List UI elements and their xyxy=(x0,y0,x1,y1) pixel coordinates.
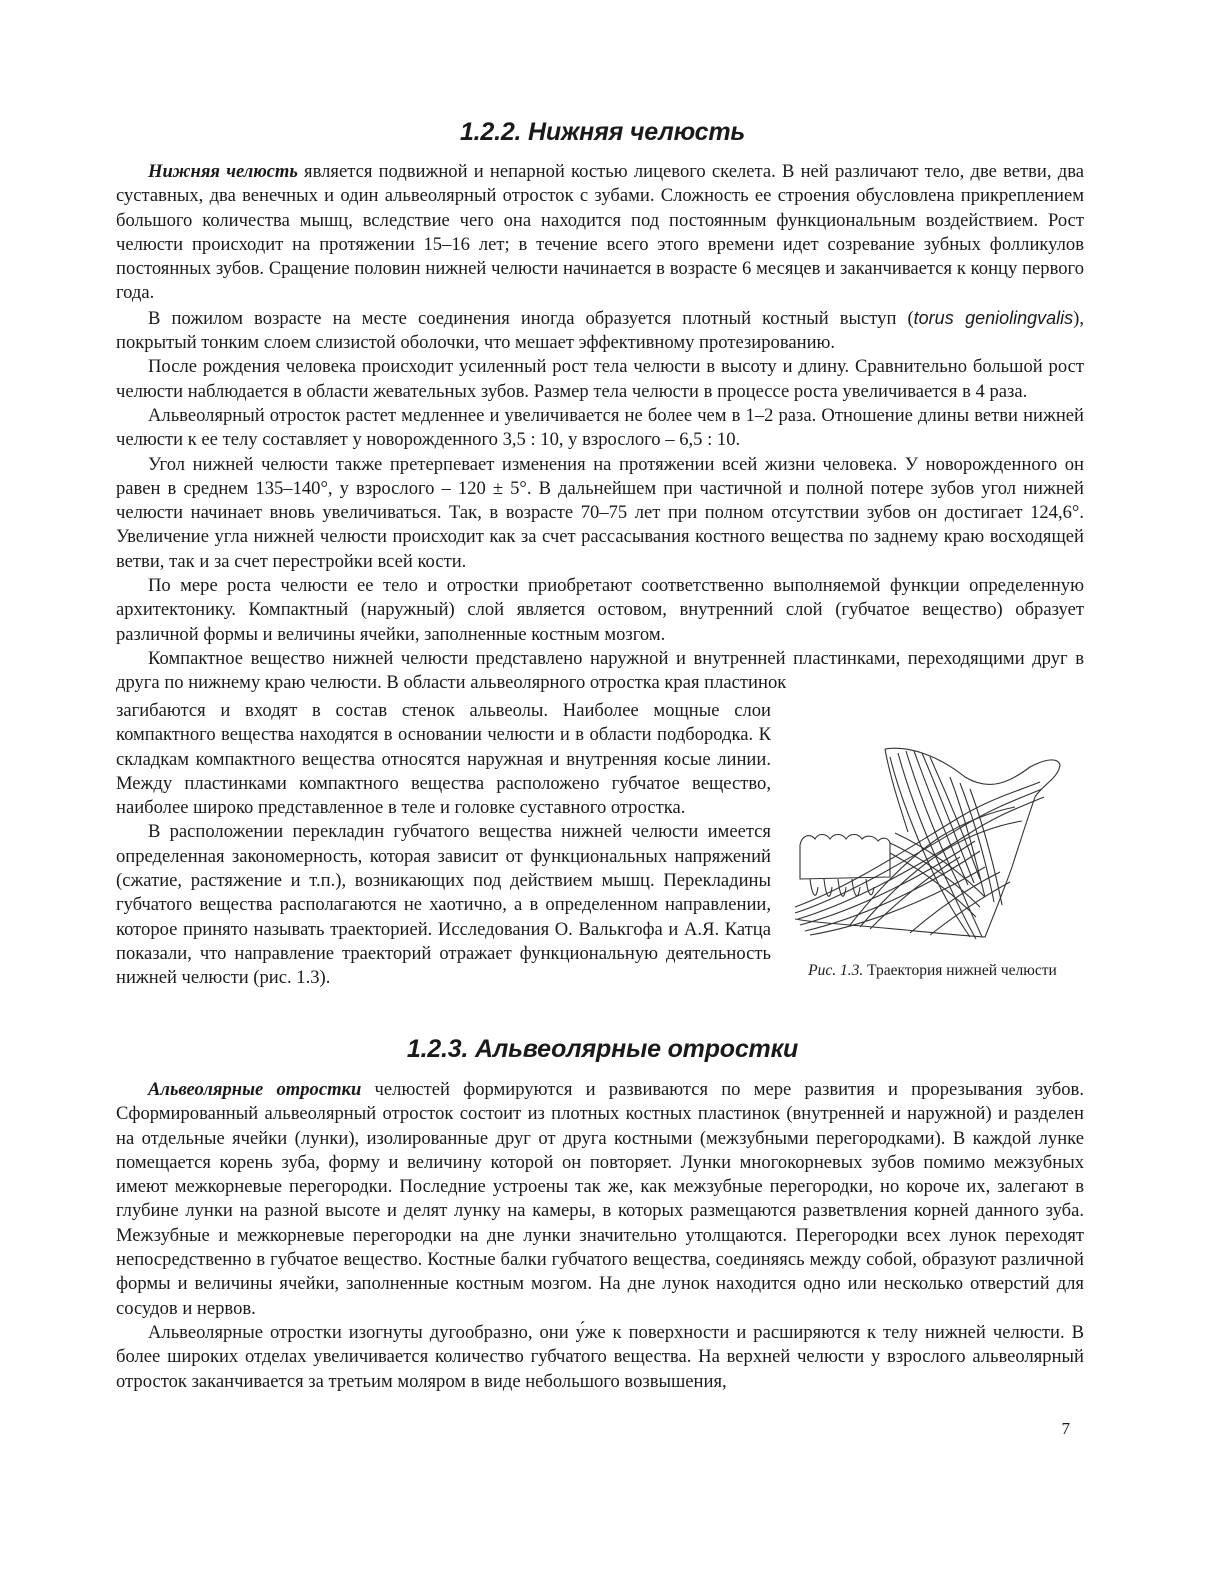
paragraph xyxy=(116,160,1084,306)
paragraph: Компактное вещество нижней челюсти представлено наружной и внутренней пластинками, переходящими друг в друга по нижнему краю челюсти. В области альвеолярного отростка края пластинок xyxy=(116,647,1084,694)
paragraph xyxy=(116,1078,1084,1321)
latin-term: torus geniolingvalis xyxy=(913,307,1074,328)
section-body-mandible xyxy=(116,160,1084,696)
paragraph xyxy=(116,306,1084,356)
figure-caption xyxy=(800,960,1065,981)
paragraph: Угол нижней челюсти также претерпевает изменения на протяжении всей жизни человека. У новорожденного он равен в среднем 135–140°, у взрослого – 120 ± 5°. В дальнейшем при частичной и полной потере зубов угол нижней челюсти начинает вновь увеличиваться. Так, в возрасте 70–75 лет при полном отсутствии зубов он достигает 124,6°. Увеличение угла нижней челюсти происходит как за счет рассасывания костного вещества по заднему краю восходящей ветви, так и за счет перестройки всей кости. xyxy=(116,453,1084,572)
section-heading-alveolar: 1.2.3. Альвеолярные отростки xyxy=(406,1035,799,1063)
mandible-trajectory-figure xyxy=(790,737,1065,952)
paragraph: После рождения человека происходит усиленный рост тела челюсти в высоту и длину. Сравнительно большой рост челюсти наблюдается в области жевательных зубов. Размер тела челюсти в процессе роста увеличивается в 4 раза. xyxy=(116,356,1084,402)
caption-label: Рис. 1.3. xyxy=(808,962,864,979)
paragraph: Альвеолярный отросток растет медленнее и увеличивается не более чем в 1–2 раза. Отношение длины ветви нижней челюсти к ее телу составляет у новорожденного 3,5 : 10, у взрослого – 6,5 : 10. xyxy=(116,404,1084,451)
mandible-illustration xyxy=(790,737,1065,952)
paragraph: В расположении перекладин губчатого вещества нижней челюсти имеется определенная закономерность, которая зависит от функциональных напряжений (сжатие, растяжение и т.п.), возникающих под действием мышц. Перекладины губчатого вещества располагаются не хаотично, а в определенном направлении, которое принято называть траекторией. Исследования О. Валькгофа и А.Я. Катца показали, что направление траекторий отражает функциональную деятельность нижней челюсти (рис. 1.3). xyxy=(116,821,771,989)
term: Нижняя челюсть xyxy=(148,161,298,182)
paragraph: По мере роста челюсти ее тело и отростки приобретают соответственно выполняемой функции определенную архитектонику. Компактный (наружный) слой является остовом, внутренний слой (губчатое вещество) образует различной формы и величины ячейки, заполненные костным мозгом. xyxy=(116,575,1084,645)
page-number: 7 xyxy=(1061,1419,1070,1438)
paragraph-text: является подвижной и непарной костью лицевого скелета. В ней различают тело, две ветви, два суставных, два венечных и один альвеолярный отросток с зубами. Сложность ее строения обусловлена прикреплением большого количества мышц, вследствие чего она находится под постоянным функциональным воздействием. Рост челюсти происходит на протяжении 15–16 лет; в течение всего этого времени идет созревание зубных фолликулов постоянных зубов. Сращение половин нижней челюсти начинается в возрасте 6 месяцев и заканчивается к концу первого года. xyxy=(116,161,1084,304)
paragraph-continued: загибаются и входят в состав стенок альвеолы. Наиболее мощные слои компактного вещества находятся в основании челюсти и в области подбородка. К складкам компактного вещества относятся наружная и внутренняя косые линии. Между пластинками компактного вещества расположено губчатое вещество, наиболее широко представленное в теле и головке суставного отростка. xyxy=(116,700,771,819)
section-body-alveolar xyxy=(116,1078,1084,1394)
paragraph-text: В пожилом возрасте на месте соединения иногда образуется плотный костный выступ ( xyxy=(148,307,914,329)
section-heading-mandible: 1.2.2. Нижняя челюсть xyxy=(459,118,746,146)
term: Альвеолярные отростки xyxy=(148,1079,362,1100)
paragraph-text: ), покрытый тонким слоем слизистой оболочки, что мешает эффективному протезированию. xyxy=(116,307,1084,354)
caption-text: Траектория нижней челюсти xyxy=(863,962,1057,979)
section-body-wrapped xyxy=(116,699,771,991)
paragraph: Альвеолярные отростки изогнуты дугообразно, они у́же к поверхности и расширяются к телу нижней челюсти. В более широких отделах увеличивается количество губчатого вещества. На верхней челюсти у взрослого альвеолярный отросток заканчивается за третьим моляром в виде небольшого возвышения, xyxy=(116,1321,1084,1392)
paragraph-text: челюстей формируются и развиваются по мере развития и прорезывания зубов. Сформированный альвеолярный отросток состоит из плотных костных пластинок (внутренней и наружной) и разделен на отдельные ячейки (лунки), изолированные друг от друга костными (межзубными перегородками). В каждой лунке помещается корень зуба, форму и величину которой он повторяет. Лунки многокорневых зубов помимо межзубных имеют межкорневые перегородки. Последние устроены так же, как межзубные перегородки, но короче их, залегают в глубине лунки на разной высоте и делят лунку на камеры, в которых размещаются разветвления корней данного зуба. Межзубные и межкорневые перегородки на дне лунки значительно утолщаются. Перегородки всех лунок переходят непосредственно в губчатое вещество. Костные балки губчатого вещества, соединяясь между собой, образуют различной формы и величины ячейки, заполненные костным мозгом. На дне лунок находится одно или несколько отверстий для сосудов и нервов. xyxy=(116,1079,1084,1319)
